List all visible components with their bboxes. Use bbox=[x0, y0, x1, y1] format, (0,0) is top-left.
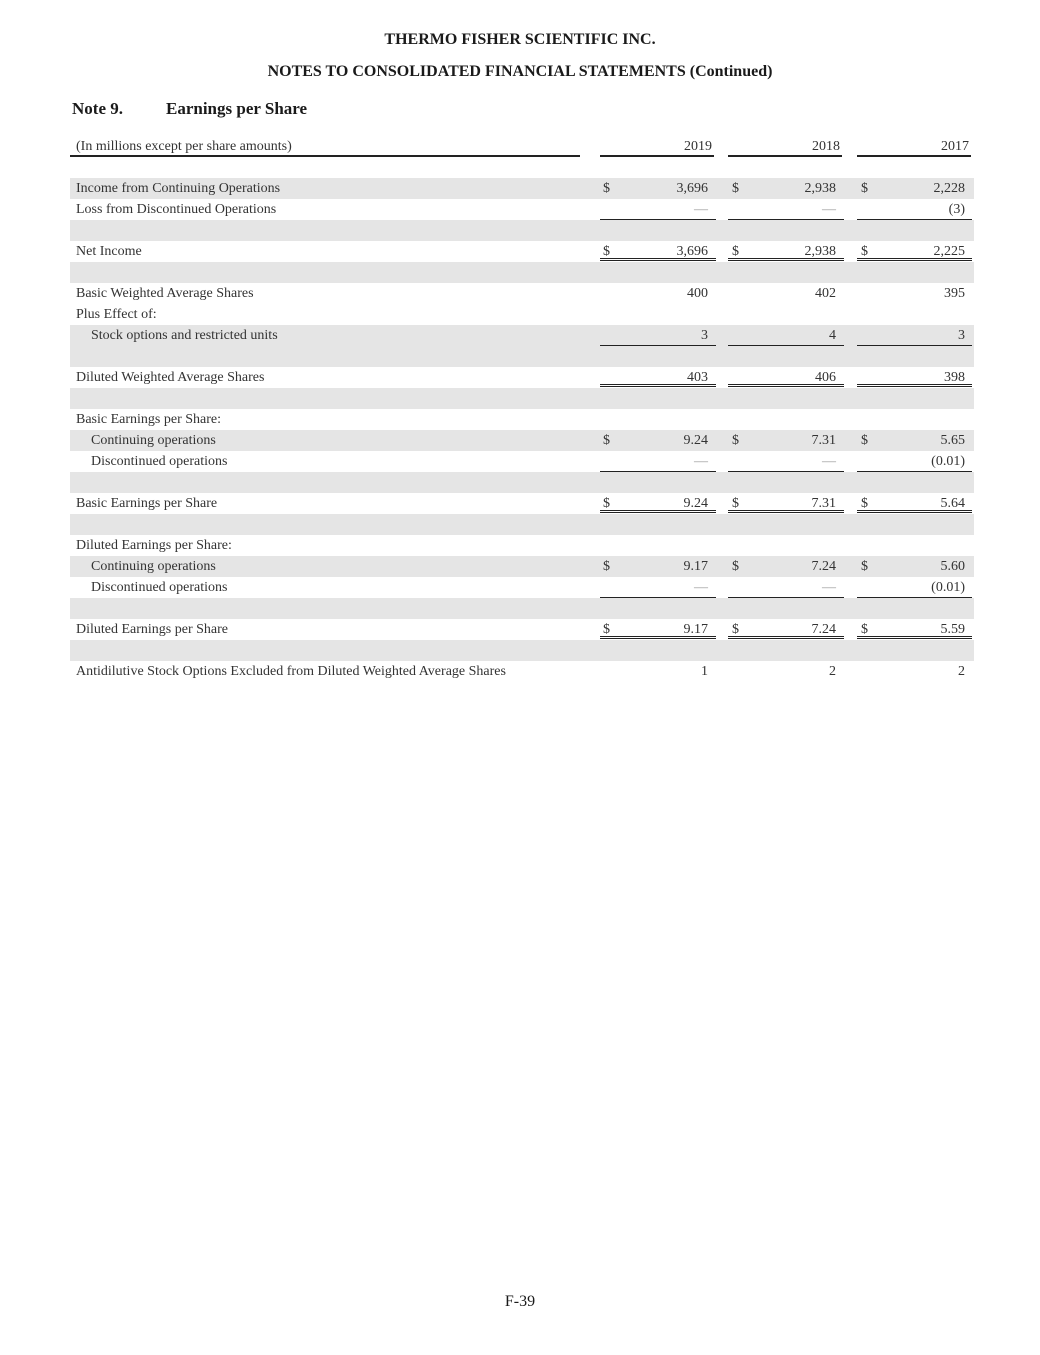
value-2017: 5.60 bbox=[940, 559, 965, 574]
currency-symbol: $ bbox=[861, 496, 868, 511]
value-2019: 1 bbox=[701, 664, 708, 679]
spacer-row bbox=[70, 388, 974, 409]
value-2017: 5.65 bbox=[940, 433, 965, 448]
note-title: Earnings per Share bbox=[166, 99, 308, 118]
value-2019: 9.17 bbox=[683, 622, 708, 637]
currency-symbol: $ bbox=[732, 559, 739, 574]
row-label: Discontinued operations bbox=[91, 580, 228, 595]
value-2017: 5.59 bbox=[940, 622, 965, 637]
value-2018: 402 bbox=[815, 286, 836, 301]
table-row bbox=[70, 325, 974, 346]
currency-symbol: $ bbox=[603, 496, 610, 511]
value-2017: (0.01) bbox=[931, 580, 965, 595]
value-2019: 9.17 bbox=[683, 559, 708, 574]
value-2019: 9.24 bbox=[683, 496, 708, 511]
row-label: Basic Earnings per Share bbox=[76, 496, 218, 511]
table-row bbox=[70, 178, 974, 199]
header-label: (In millions except per share amounts) bbox=[70, 136, 580, 157]
statement-subtitle: NOTES TO CONSOLIDATED FINANCIAL STATEMENTS (Continued) bbox=[267, 63, 773, 80]
row-label: Diluted Weighted Average Shares bbox=[76, 370, 265, 385]
note-number: Note 9. bbox=[72, 99, 123, 118]
currency-symbol: $ bbox=[861, 433, 868, 448]
spacer-row bbox=[70, 472, 974, 493]
value-2017: 398 bbox=[944, 370, 965, 385]
row-label: Stock options and restricted units bbox=[91, 328, 278, 343]
value-2018: 7.31 bbox=[811, 433, 836, 448]
value-2018: 7.24 bbox=[811, 559, 836, 574]
spacer-row bbox=[70, 157, 974, 178]
value-2019: 3,696 bbox=[676, 244, 708, 259]
value-2017: 3 bbox=[958, 328, 965, 343]
currency-symbol: $ bbox=[603, 181, 610, 196]
table-row bbox=[70, 409, 974, 430]
row-label: Diluted Earnings per Share: bbox=[76, 538, 232, 553]
table-row bbox=[70, 535, 974, 556]
row-label: Discontinued operations bbox=[91, 454, 228, 469]
row-label: Loss from Discontinued Operations bbox=[76, 202, 277, 217]
table-header-row bbox=[70, 136, 974, 157]
year-header: 2017 bbox=[857, 136, 971, 157]
spacer-row bbox=[70, 346, 974, 367]
row-label: Continuing operations bbox=[91, 433, 216, 448]
page-number: F-39 bbox=[504, 1293, 536, 1310]
row-label: Basic Weighted Average Shares bbox=[76, 286, 254, 301]
table-row bbox=[70, 199, 974, 220]
table-row bbox=[70, 304, 974, 325]
row-label: Continuing operations bbox=[91, 559, 216, 574]
value-2017: (0.01) bbox=[931, 454, 965, 469]
row-label: Income from Continuing Operations bbox=[76, 181, 281, 196]
company-name: THERMO FISHER SCIENTIFIC INC. bbox=[384, 31, 656, 48]
row-label: Basic Earnings per Share: bbox=[76, 412, 222, 427]
value-2018: — bbox=[822, 454, 836, 469]
earnings-per-share-table bbox=[70, 136, 974, 682]
row-label: Diluted Earnings per Share bbox=[76, 622, 229, 637]
value-2017: 2,228 bbox=[933, 181, 965, 196]
currency-symbol: $ bbox=[732, 244, 739, 259]
table-row bbox=[70, 619, 974, 640]
value-2019: — bbox=[694, 580, 708, 595]
value-2018: 2 bbox=[829, 664, 836, 679]
table-row bbox=[70, 451, 974, 472]
spacer-row bbox=[70, 514, 974, 535]
spacer-row bbox=[70, 220, 974, 241]
currency-symbol: $ bbox=[603, 433, 610, 448]
row-label: Antidilutive Stock Options Excluded from Diluted Weighted Average Shares bbox=[76, 664, 506, 679]
year-header: 2019 bbox=[600, 136, 714, 157]
currency-symbol: $ bbox=[732, 181, 739, 196]
value-2018: — bbox=[822, 202, 836, 217]
spacer-row bbox=[70, 262, 974, 283]
table-row bbox=[70, 556, 974, 577]
value-2019: 400 bbox=[687, 286, 708, 301]
value-2017: 395 bbox=[944, 286, 965, 301]
value-2019: 403 bbox=[687, 370, 708, 385]
value-2019: 3,696 bbox=[676, 181, 708, 196]
row-label: Net Income bbox=[76, 244, 142, 259]
currency-symbol: $ bbox=[732, 496, 739, 511]
currency-symbol: $ bbox=[732, 622, 739, 637]
currency-symbol: $ bbox=[861, 181, 868, 196]
value-2018: 2,938 bbox=[804, 181, 836, 196]
currency-symbol: $ bbox=[861, 559, 868, 574]
table-row bbox=[70, 430, 974, 451]
value-2018: 4 bbox=[829, 328, 836, 343]
value-2018: 7.31 bbox=[811, 496, 836, 511]
table-row bbox=[70, 661, 974, 682]
table-row bbox=[70, 283, 974, 304]
currency-symbol: $ bbox=[603, 244, 610, 259]
row-label: Plus Effect of: bbox=[76, 307, 157, 322]
currency-symbol: $ bbox=[732, 433, 739, 448]
currency-symbol: $ bbox=[861, 244, 868, 259]
table-row bbox=[70, 367, 974, 388]
value-2019: — bbox=[694, 454, 708, 469]
year-header: 2018 bbox=[728, 136, 842, 157]
table-row bbox=[70, 241, 974, 262]
value-2018: — bbox=[822, 580, 836, 595]
spacer-row bbox=[70, 598, 974, 619]
table-row bbox=[70, 577, 974, 598]
value-2018: 2,938 bbox=[804, 244, 836, 259]
value-2019: — bbox=[694, 202, 708, 217]
table-row bbox=[70, 493, 974, 514]
value-2017: 2 bbox=[958, 664, 965, 679]
spacer-row bbox=[70, 640, 974, 661]
value-2018: 7.24 bbox=[811, 622, 836, 637]
currency-symbol: $ bbox=[603, 559, 610, 574]
currency-symbol: $ bbox=[603, 622, 610, 637]
value-2017: 5.64 bbox=[940, 496, 965, 511]
value-2018: 406 bbox=[815, 370, 836, 385]
value-2019: 9.24 bbox=[683, 433, 708, 448]
value-2017: (3) bbox=[948, 202, 965, 217]
value-2017: 2,225 bbox=[933, 244, 965, 259]
value-2019: 3 bbox=[701, 328, 708, 343]
currency-symbol: $ bbox=[861, 622, 868, 637]
